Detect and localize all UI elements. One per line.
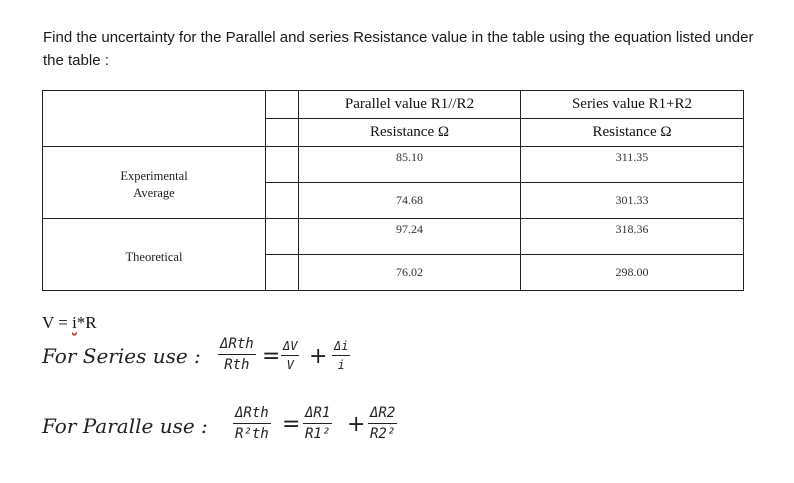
table-cell [521,183,744,219]
parallel-lhs-den: R²th [235,426,269,442]
series-plus: + [309,344,328,369]
ohm-left: V = [42,313,73,332]
table-cell [299,147,521,183]
table-header-row [43,91,744,119]
narrow-empty-cell [266,219,299,255]
exp-series-2: 301.33 [615,193,649,207]
parallel-equals: = [282,412,301,437]
table-cell [299,255,521,291]
parallel-lhs-fraction [233,405,271,442]
theo-parallel-1: 97.24 [396,222,423,236]
series-lhs-den: Rth [224,357,250,373]
narrow-empty-cell [266,183,299,219]
parallel-term1-fraction [303,405,332,442]
ohm-law-equation [42,313,97,333]
resistance-table [42,90,744,291]
series-term1-fraction [281,339,299,372]
theo-parallel-2: 76.02 [396,265,423,279]
theo-series-2: 298.00 [615,265,649,279]
narrow-empty-cell [266,119,299,147]
question-prompt: Find the uncertainty for the Parallel and series Resistance value in the table using the equation listed under the table : [43,29,754,69]
table-row [43,147,744,183]
parallel-t1-den: R1² [305,426,331,442]
series-unit-cell: Resistance Ω [521,119,744,147]
parallel-t2-num: ΔR2 [368,405,397,424]
table-cell [299,219,521,255]
narrow-empty-cell [266,91,299,119]
ohm-right: *R [76,313,97,332]
theo-series-1: 318.36 [615,222,649,236]
table-cell [521,147,744,183]
series-equation-label: For Series use : [42,344,201,368]
series-term2-fraction [332,339,350,372]
narrow-empty-cell [266,255,299,291]
exp-series-1: 311.35 [615,150,649,164]
table-cell [521,255,744,291]
series-t2-den: i [337,358,345,372]
series-t2-num: Δi [332,339,350,356]
parallel-unit-cell: Resistance Ω [299,119,521,147]
parallel-t2-den: R2² [370,426,396,442]
parallel-lhs-num: ΔRth [233,405,271,424]
experimental-label: Experimental Average [120,168,188,200]
parallel-term2-fraction [368,405,397,442]
series-t1-den: V [286,358,294,372]
series-t1-num: ΔV [281,339,299,356]
parallel-title-cell: Parallel value R1//R2 [299,91,521,119]
table-cell [521,219,744,255]
series-title-cell: Series value R1+R2 [521,91,744,119]
narrow-empty-cell [266,147,299,183]
parallel-equation-label: For Paralle use : [42,414,208,438]
experimental-label-cell [43,147,266,219]
parallel-t1-num: ΔR1 [303,405,332,424]
table-cell [299,183,521,219]
series-lhs-num: ΔRth [218,336,256,355]
series-lhs-fraction [218,336,256,373]
ohm-current-var: i [72,313,77,332]
theoretical-label-cell [43,219,266,291]
table-row [43,219,744,255]
exp-parallel-1: 85.10 [396,150,423,164]
theoretical-label: Theoretical [125,250,183,264]
exp-parallel-2: 74.68 [396,193,423,207]
series-equals: = [262,344,281,369]
header-empty-cell [43,91,266,147]
parallel-plus: + [347,412,366,437]
